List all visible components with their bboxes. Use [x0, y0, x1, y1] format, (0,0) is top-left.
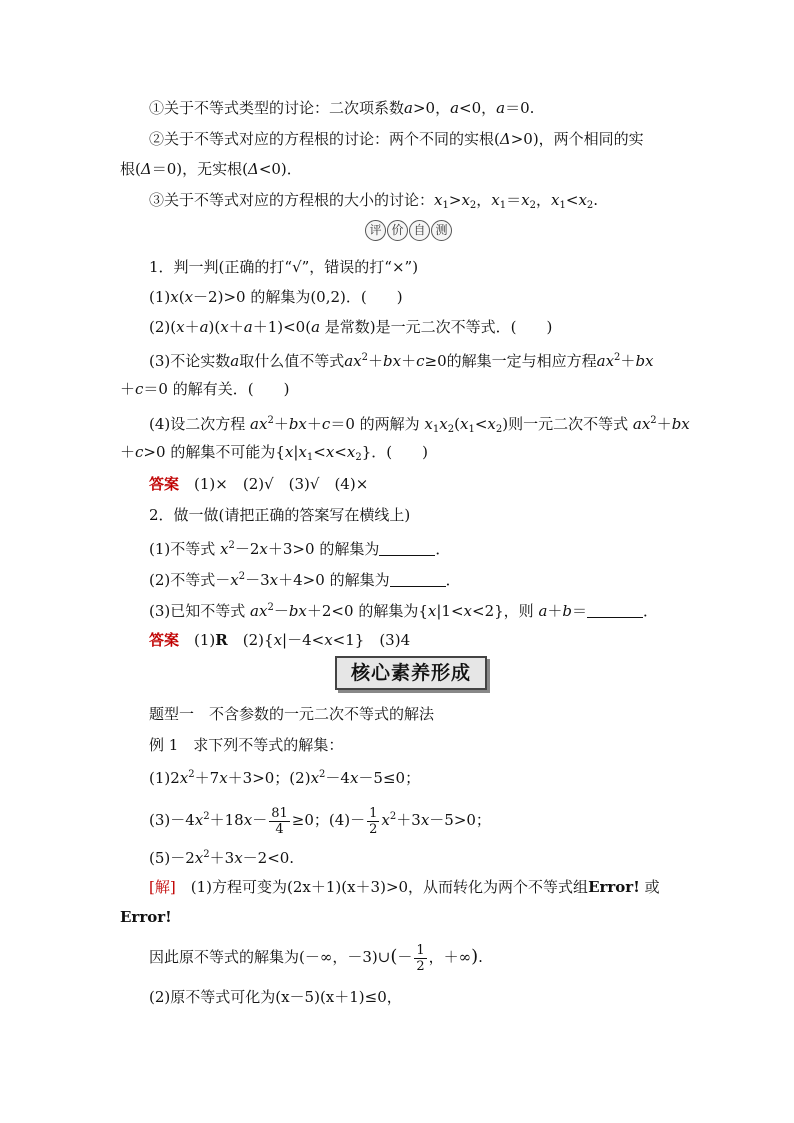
- q1-part-4: (4)设二次方程 $ax^2+bx+c=0$ 的两解为 $x_1x_2(x_1<x_2)$则一元二次不等式 $ax^2+bx$: [149, 415, 690, 435]
- discussion-item-2-cont-text: 根(: [120, 160, 141, 178]
- q1-part-3-cont: ＋c＝0 的解有关．( ): [120, 380, 290, 398]
- example-part-1-2: $(1)2x^2+7x+3>0$；$(2)x^2-4x-5\le 0$；: [149, 769, 421, 787]
- q1-part-1-text: 的解集为(0,2)．( ): [250, 288, 403, 306]
- q2-answer-2: (2): [242, 631, 265, 649]
- q2-part-1-text-a: (1)不等式: [149, 540, 216, 558]
- fraction: [367, 806, 379, 837]
- error-text: Error!: [588, 878, 640, 896]
- q2-heading: 2．做一做(请把正确的答案写在横线上): [149, 506, 411, 524]
- q2-answer-3: (3)4: [379, 631, 411, 649]
- q2-answer-1-value: R: [215, 631, 228, 649]
- example-title: 例 1 求下列不等式的解集：: [149, 736, 344, 754]
- answer-blank[interactable]: [379, 541, 435, 556]
- q2-answer-1: (1): [194, 631, 216, 649]
- q2-part-3-text-c: ，则: [503, 602, 534, 620]
- q1-part-3-text-a: (3)不论实数: [149, 352, 231, 370]
- discussion-item-2-cont: 根(Δ＝0)，无实根(Δ<0)．: [120, 160, 302, 178]
- q2-part-1-text-b: 的解集为: [319, 540, 380, 558]
- q2-part-2-text-b: 的解集为: [329, 571, 390, 589]
- q2-part-1: (1)不等式 $x^2-2x+3>0$ 的解集为 ．: [149, 540, 451, 558]
- q1-part-2: (2)(x＋a)(x＋a＋1)<0(a 是常数)是一元二次不等式．( ): [149, 318, 553, 336]
- q2-answer: 答案 (1)R (2){x|－4<x<1} (3)4: [149, 631, 411, 649]
- q2-part-2-text-a: (2)不等式: [149, 571, 216, 589]
- q2-part-3-text-a: (3)已知不等式: [149, 602, 246, 620]
- self-eval-char: 价: [387, 220, 408, 241]
- self-evaluation-badge: [365, 220, 453, 241]
- answer-blank[interactable]: [390, 572, 446, 587]
- fraction-numerator: 1: [369, 805, 378, 821]
- q2-part-2: (2)不等式$-x^2-3x+4>0$ 的解集为 ．: [149, 571, 461, 589]
- q1-part-4-cont: ＋c>0 的解集不可能为$\{x|x_1<x<x_2\}$．( ): [120, 443, 428, 463]
- solution-line-2-tail: ，＋∞: [428, 948, 472, 966]
- fraction-denominator: 2: [369, 821, 378, 837]
- fraction-numerator: 81: [271, 805, 288, 821]
- discussion-item-1: ①关于不等式类型的讨论：二次项系数a>0，a<0，a＝0.: [149, 99, 535, 117]
- example-part-3-4: $(3)-4x^2+18x-$ $\frac{81}{4}$ ≥0；(4)－ $\frac{1}{2}$ $x^2+3x-5>0$；: [149, 805, 491, 837]
- q1-part-1: (1)x(x－2)>0 的解集为(0,2)．( ): [149, 288, 403, 306]
- fraction: [269, 806, 290, 837]
- q1-part-3-text-c: 的解集一定与相应方程: [446, 352, 597, 370]
- error-text: Error!: [120, 908, 172, 926]
- q1-part-4-text-c: 则一元二次不等式: [508, 415, 629, 433]
- discussion-item-3-text: ③关于不等式对应的方程根的大小的讨论：: [149, 191, 435, 209]
- q2-part-3: (3)已知不等式 $ax^2-bx+2<0$ 的解集为{x|1<x<2}，则 a＋b＝ ．: [149, 602, 659, 620]
- solution-line-2: 因此原不等式的解集为(－∞，－3)∪(－ $\frac{1}{2}$ ，＋∞).: [149, 942, 483, 974]
- q1-part-4-text-a: (4)设二次方程: [149, 415, 246, 433]
- discussion-item-2-text: ②关于不等式对应的方程根的讨论：两个不同的实根(: [149, 130, 500, 148]
- q1-part-3: (3)不论实数a取什么值不等式$ax^2+bx+c\ge 0$的解集一定与相应方程$ax^2+bx$: [149, 352, 654, 370]
- self-eval-char: 自: [409, 220, 430, 241]
- answer-label: 答案: [149, 475, 180, 493]
- q1-part-3-text-d: 的解有关．( ): [172, 380, 290, 398]
- q1-part-4-text-b: 的两解为: [359, 415, 420, 433]
- solution-line-1-or: 或: [644, 878, 660, 896]
- q1-part-2-text: 是一元二次不等式．( ): [375, 318, 553, 336]
- discussion-item-2: ②关于不等式对应的方程根的讨论：两个不同的实根(Δ>0)，两个相同的实: [149, 130, 644, 148]
- fraction-denominator: 4: [275, 821, 284, 837]
- fraction: [414, 943, 426, 974]
- type-title: 题型一 不含参数的一元二次不等式的解法: [149, 705, 435, 723]
- self-eval-char: 评: [365, 220, 386, 241]
- section-title: 核心素养形成: [335, 656, 487, 690]
- discussion-item-2-text-b: ，两个相同的实: [538, 130, 644, 148]
- solution-line-3: (2)原不等式可化为(x－5)(x＋1)≤0，: [149, 988, 402, 1006]
- example-part-5: $(5)-2x^2+3x-2<0$.: [149, 849, 295, 867]
- q1-part-3-text-b: 取什么值不等式: [239, 352, 345, 370]
- solution-tag: [解]: [149, 878, 176, 896]
- fraction-numerator: 1: [416, 942, 425, 958]
- q1-answer: [149, 474, 368, 494]
- discussion-item-1-text: ①关于不等式类型的讨论：二次项系数: [149, 99, 405, 117]
- fraction-denominator: 2: [416, 958, 425, 974]
- q1-part-4-text-d: 的解集不可能为: [170, 443, 276, 461]
- answer-label: 答案: [149, 631, 180, 649]
- discussion-item-3: ③关于不等式对应的方程根的大小的讨论：$x_1>x_2$，$x_1=x_2$，$x_1<x_2$.: [149, 191, 599, 211]
- q2-part-3-text-b: 的解集为: [358, 602, 419, 620]
- self-eval-char: 测: [431, 220, 452, 241]
- q1-answer-text: (1)× (2)√ (3)√ (4)×: [194, 475, 369, 493]
- q1-heading: 1．判一判(正确的打“√”，错误的打“×”): [149, 258, 419, 276]
- answer-blank[interactable]: [587, 603, 643, 618]
- discussion-item-2-cont-text-b: ，无实根(: [182, 160, 248, 178]
- solution-line-1-text: (1)方程可变为(2x＋1)(x＋3)>0，从而转化为两个不等式组: [190, 878, 589, 896]
- solution-line-2-text: 因此原不等式的解集为(－∞，－3)∪: [149, 948, 391, 966]
- solution-line-1: [149, 877, 660, 897]
